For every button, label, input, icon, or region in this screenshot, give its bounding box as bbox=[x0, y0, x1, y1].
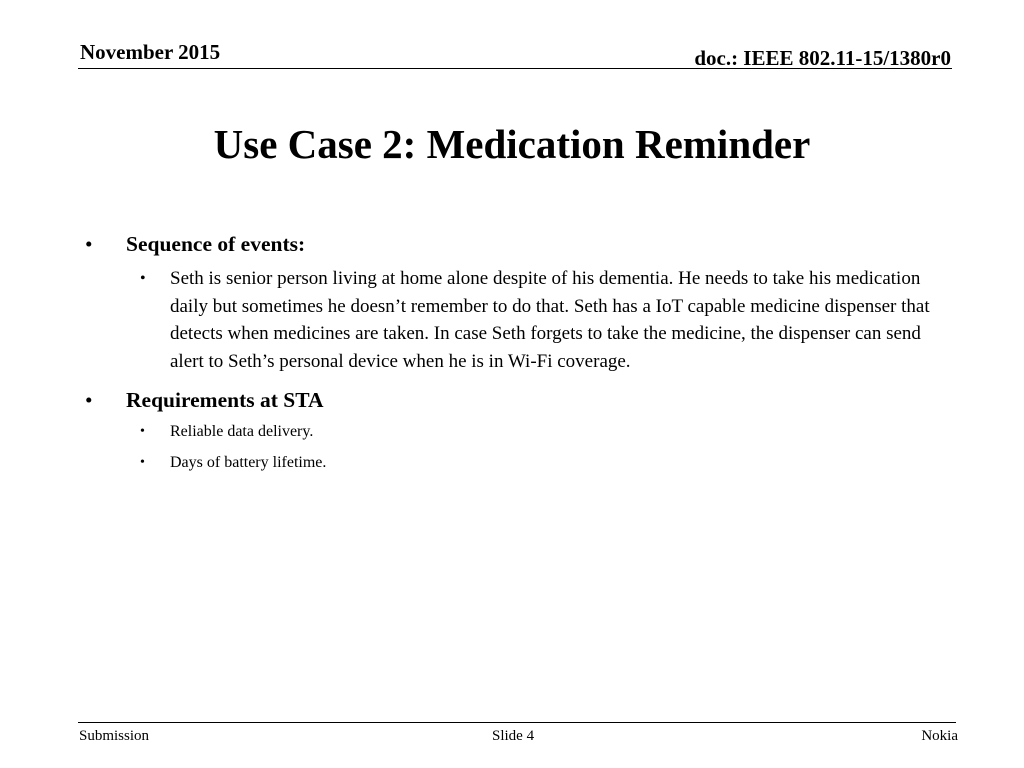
sub-bullet-scenario bbox=[85, 265, 945, 375]
bullet-icon: • bbox=[85, 232, 93, 256]
sub-bullet-text: Seth is senior person living at home alone despite of his dementia. He needs to take his medication daily but sometimes he doesn’t remember to do that. Seth has a IoT capable medicine dispenser that detects when medicines are taken. In case Seth forgets to take the medicine, the dispenser can send alert to Seth’s personal device when he is in Wi-Fi coverage. bbox=[170, 268, 930, 372]
header-date: November 2015 bbox=[80, 40, 221, 64]
bullet-icon: • bbox=[140, 424, 145, 439]
bullet-icon: • bbox=[140, 270, 146, 287]
footer-slide-number: Slide 4 bbox=[492, 728, 535, 744]
footer-divider bbox=[78, 722, 956, 723]
bullet-requirements-at-sta bbox=[85, 385, 945, 415]
slide-title: Use Case 2: Medication Reminder bbox=[213, 121, 811, 167]
bullet-heading: Sequence of events: bbox=[126, 232, 306, 256]
slide-body bbox=[85, 229, 945, 474]
footer-submission: Submission bbox=[79, 728, 150, 744]
bullet-sequence-of-events bbox=[85, 229, 945, 259]
header-divider bbox=[78, 68, 952, 69]
bullet-icon: • bbox=[85, 388, 93, 412]
sub-bullet-reliable-delivery bbox=[85, 421, 945, 443]
header-doc-id: doc.: IEEE 802.11-15/1380r0 bbox=[694, 46, 951, 70]
sub-bullet-battery-lifetime bbox=[85, 452, 945, 474]
footer-company: Nokia bbox=[921, 728, 958, 744]
sub-bullet-text: Reliable data delivery. bbox=[170, 423, 314, 440]
bullet-icon: • bbox=[140, 455, 145, 470]
sub-bullet-text: Days of battery lifetime. bbox=[170, 454, 327, 471]
bullet-heading: Requirements at STA bbox=[126, 388, 324, 412]
